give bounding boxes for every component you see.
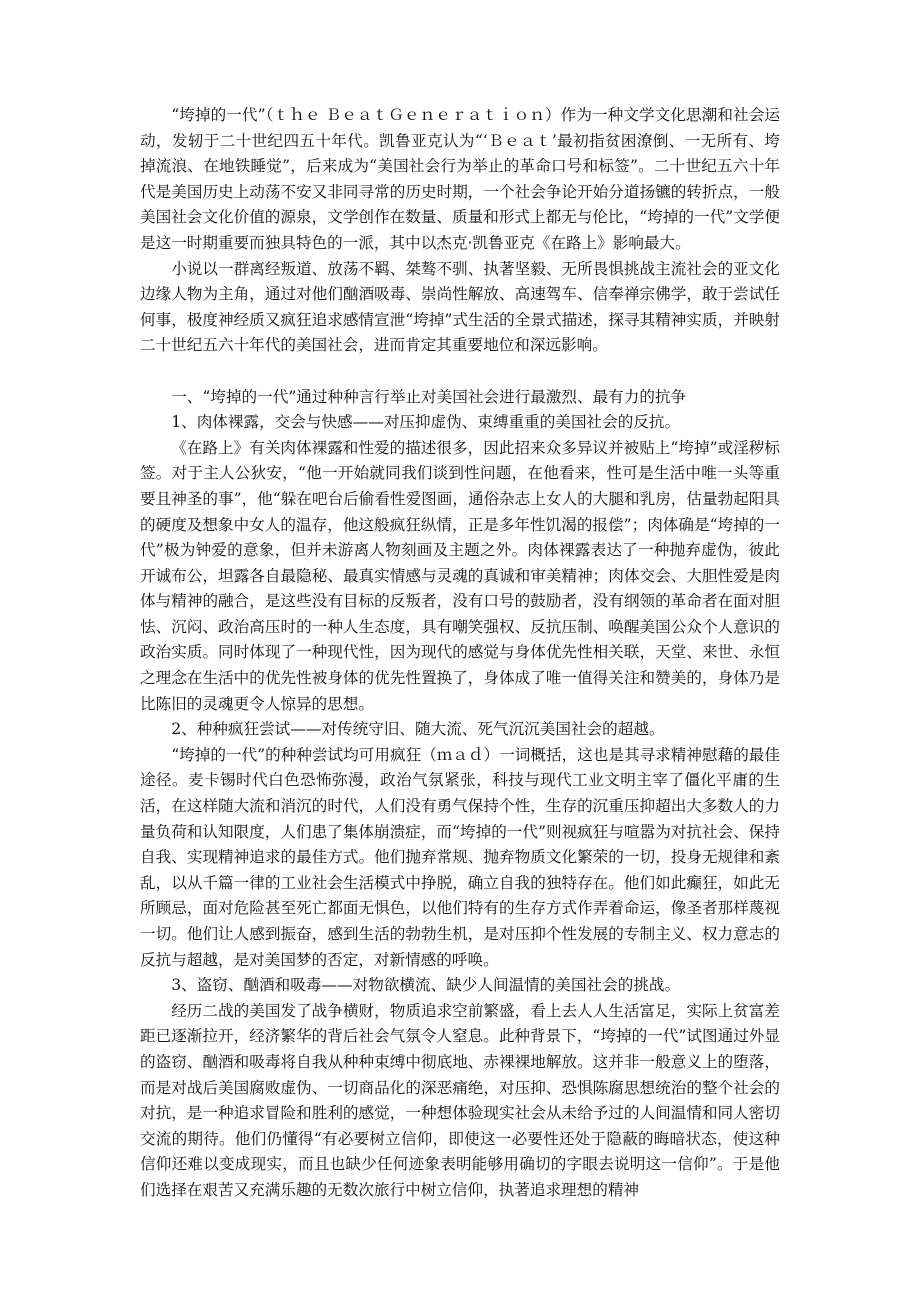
section-1-heading: 一、“垮掉的一代”通过种种言行举止对美国社会进行最激烈、最有力的抗争 [171,387,687,406]
subsection-3-body: 经历二战的美国发了战争横财，物质追求空前繁盛，看上去人人生活富足，实际上贫富差距已逐渐拉开，经济繁华的背后社会气氛令人窒息。此种背景下，“垮掉的一代”试图通过外显的盗窃、酗酒和吸毒将自我从种种束缚中彻底地、赤裸裸地解放。这并非一般意义上的堕落，而是对战后美国腐败虚伪、一切商品化的深恶痛绝，对压抑、恐惧陈腐思想统治的整个社会的对抗，是一种追求冒险和胜利的感觉，一种想体验现实社会从未给予过的人间温情和同人密切交流的期待。他们仍懂得“有必要树立信仰，即使这一必要性还处于隐蔽的晦暗状态，使这种信仰还难以变成现实，而且也缺少任何迹象表明能够用确切的字眼去说明这一信仰”。于是他们选择在艰苦又充满乐趣的无数次旅行中树立信仰，执著追求理想的精神 [140,1001,780,1199]
intro-paragraph-1: “垮掉的一代”（ｔｈｅ ＢｅａｔＧｅｎｅｒａｔｉｏｎ）作为一种文学文化思潮和社会运动，发轫于二十世纪四五十年代。凯鲁亚克认为“‘Ｂｅａｔ’最初指贫困潦倒、一无所有、垮掉流浪、在地铁睡觉”，后来成为“美国社会行为举止的革命口号和标签”。二十世纪五六十年代是美国历史上动荡不安又非同寻常的历史时期，一个社会争论开始分道扬镳的转折点，一般美国社会文化价值的源泉，文学创作在数量、质量和形式上都无与伦比，“垮掉的一代”文学便是这一时期重要而独具特色的一派，其中以杰克·凯鲁亚克《在路上》影响最大。 [140,106,780,252]
subsection-2-heading: 2、种种疯狂尝试——对传统守旧、随大流、死气沉沉美国社会的超越。 [171,720,665,739]
subsection-2-body: “垮掉的一代”的种种尝试均可用疯狂（ｍａｄ）一词概括，这也是其寻求精神慰藉的最佳途径。麦卡锡时代白色恐怖弥漫，政治气氛紧张，科技与现代工业文明主宰了僵化平庸的生活，在这样随大流和消沉的时代，人们没有勇气保持个性，生存的沉重压抑超出大多数人的力量负荷和认知限度，人们患了集体崩溃症，而“垮掉的一代”则视疯狂与喧嚣为对抗社会、保持自我、实现精神追求的最佳方式。他们抛弃常规、抛弃物质文化繁荣的一切，投身无规律和紊乱，以从千篇一律的工业社会生活模式中挣脱，确立自我的独特存在。他们如此癫狂，如此无所顾忌，面对危险甚至死亡都面无惧色，以他们特有的生存方式作弄着命运，像圣者那样蔑视一切。他们让人感到振奋，感到生活的勃勃生机，是对压抑个性发展的专制主义、权力意志的反抗与超越，是对美国梦的否定，对新情感的呼唤。 [140,745,780,969]
document-page [140,103,780,1204]
subsection-3-heading: 3、盗窃、酗酒和吸毒——对物欲横流、缺少人间温情的美国社会的挑战。 [171,976,681,995]
paragraph-spacer [140,359,780,385]
subsection-1-heading: 1、肉体裸露，交会与快感——对压抑虚伪、束缚重重的美国社会的反抗。 [171,413,681,432]
subsection-1-body: 《在路上》有关肉体裸露和性爱的描述很多，因此招来众多异议并被贴上“垮掉”或淫秽标签。对于主人公狄安，“他一开始就同我们谈到性问题，在他看来，性可是生活中唯一头等重要且神圣的事”，他“躲在吧台后偷看性爱图画，通俗杂志上女人的大腿和乳房，估量勃起阳具的硬度及想象中女人的温存，他这般疯狂纵情，正是多年性饥渴的报偿”；肉体确是“垮掉的一代”极为钟爱的意象，但并未游离人物刻画及主题之外。肉体裸露表达了一种抛弃虚伪，彼此开诚布公，坦露各自最隐秘、最真实情感与灵魂的真诚和审美精神；肉体交会、大胆性爱是肉体与精神的融合，是这些没有目标的反叛者，没有口号的鼓励者，没有纲领的革命者在面对胆怯、沉闷、政治高压时的一种人生态度，具有嘲笑强权、反抗压制、唤醒美国公众个人意识的政治实质。同时体现了一种现代性，因为现代的感觉与身体优先性相关联，天堂、来世、永恒之理念在生活中的优先性被身体的优先性置换了，身体成了唯一值得关注和赞美的，身体乃是比陈旧的灵魂更令人惊异的思想。 [140,438,780,713]
intro-paragraph-2: 小说以一群离经叛道、放荡不羁、桀骜不驯、执著坚毅、无所畏惧挑战主流社会的亚文化边缘人物为主角，通过对他们酗酒吸毒、崇尚性解放、高速驾车、信奉禅宗佛学，敢于尝试任何事，极度神经质又疯狂追求感情宣泄“垮掉”式生活的全景式描述，探寻其精神实质，并映射二十世纪五六十年代的美国社会，进而肯定其重要地位和深远影响。 [140,259,780,355]
